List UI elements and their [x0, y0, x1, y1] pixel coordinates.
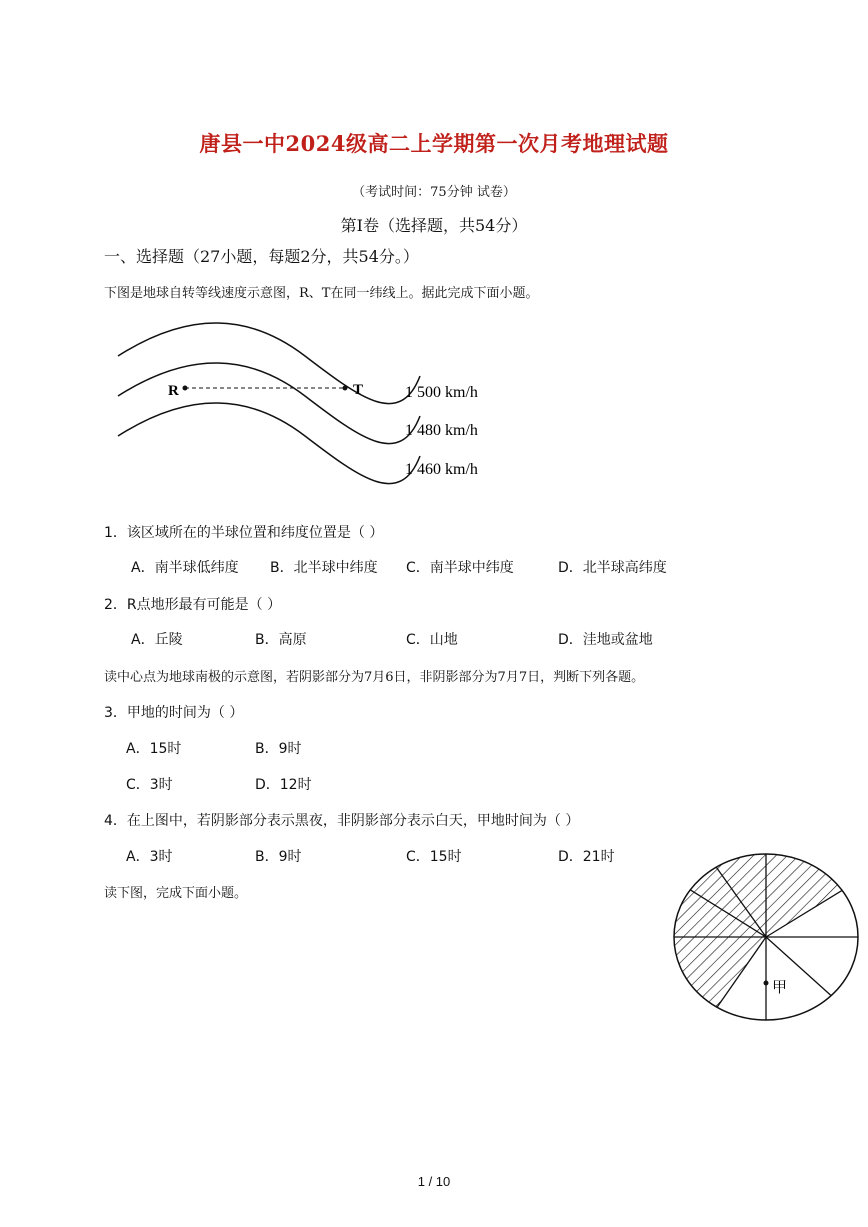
rotation-speed-diagram: [100, 318, 520, 508]
intro-1: 下图是地球自转等线速度示意图，R、T在同一纬线上。据此完成下面小题。: [104, 286, 539, 301]
isoline-label-1500: 1 500 km/h: [405, 384, 478, 401]
isoline-1500: [118, 323, 420, 404]
question-3-stem: 3．甲地的时间为（ ）: [104, 705, 244, 721]
question-2-option-b[interactable]: B．高原: [255, 632, 307, 648]
page-number: 1 / 10: [417, 1174, 451, 1189]
question-3-option-d[interactable]: D．12时: [255, 777, 312, 793]
question-1-option-d[interactable]: D．北半球高纬度: [558, 560, 667, 576]
intro-3: 读下图，完成下面小题。: [104, 886, 248, 901]
question-2-stem: 2．R点地形最有可能是（ ）: [104, 597, 282, 613]
intro-2: 读中心点为地球南极的示意图，若阴影部分为7月6日，非阴影部分为7月7日，判断下列各题。: [104, 670, 645, 685]
label-t: T: [353, 382, 364, 398]
question-4-option-b[interactable]: B．9时: [255, 849, 302, 865]
isoline-1480: [118, 363, 420, 444]
volume-heading: 第Ⅰ卷（选择题，共54分）: [340, 216, 528, 235]
section-heading: 一、选择题（27小题，每题2分，共54分。）: [104, 247, 419, 266]
point-r: [183, 386, 188, 391]
exam-title: 唐县一中2024级高二上学期第一次月考地理试题: [199, 131, 669, 156]
question-2-option-a[interactable]: A．丘陵: [131, 632, 183, 648]
question-1-option-a[interactable]: A．南半球低纬度: [131, 560, 239, 576]
question-1-option-c[interactable]: C．南半球中纬度: [406, 560, 514, 576]
question-1-stem: 1．该区域所在的半球位置和纬度位置是（ ）: [104, 525, 384, 541]
question-2-option-c[interactable]: C．山地: [406, 632, 458, 648]
label-r: R: [168, 383, 179, 399]
question-4-option-d[interactable]: D．21时: [558, 849, 615, 865]
question-3-option-b[interactable]: B．9时: [255, 741, 302, 757]
question-1-option-b[interactable]: B．北半球中纬度: [270, 560, 378, 576]
label-jia: 甲: [772, 980, 788, 996]
exam-subtitle: （考试时间：75分钟 试卷）: [352, 185, 516, 200]
isoline-label-1480: 1 480 km/h: [405, 422, 478, 439]
point-t: [343, 386, 348, 391]
south-pole-diagram: [668, 850, 864, 1026]
question-3-option-a[interactable]: A．15时: [126, 741, 182, 757]
isoline-1460: [118, 403, 420, 484]
shaded-sector-1: [766, 850, 864, 937]
question-4-option-a[interactable]: A．3时: [126, 849, 173, 865]
question-4-stem: 4．在上图中，若阴影部分表示黑夜，非阴影部分表示白天，甲地时间为（ ）: [104, 813, 580, 829]
question-3-option-c[interactable]: C．3时: [126, 777, 173, 793]
question-4-option-c[interactable]: C．15时: [406, 849, 462, 865]
point-jia: [764, 981, 769, 986]
question-2-option-d[interactable]: D．洼地或盆地: [558, 632, 653, 648]
shaded-sector-5: [668, 937, 766, 1026]
isoline-label-1460: 1 460 km/h: [405, 461, 478, 478]
